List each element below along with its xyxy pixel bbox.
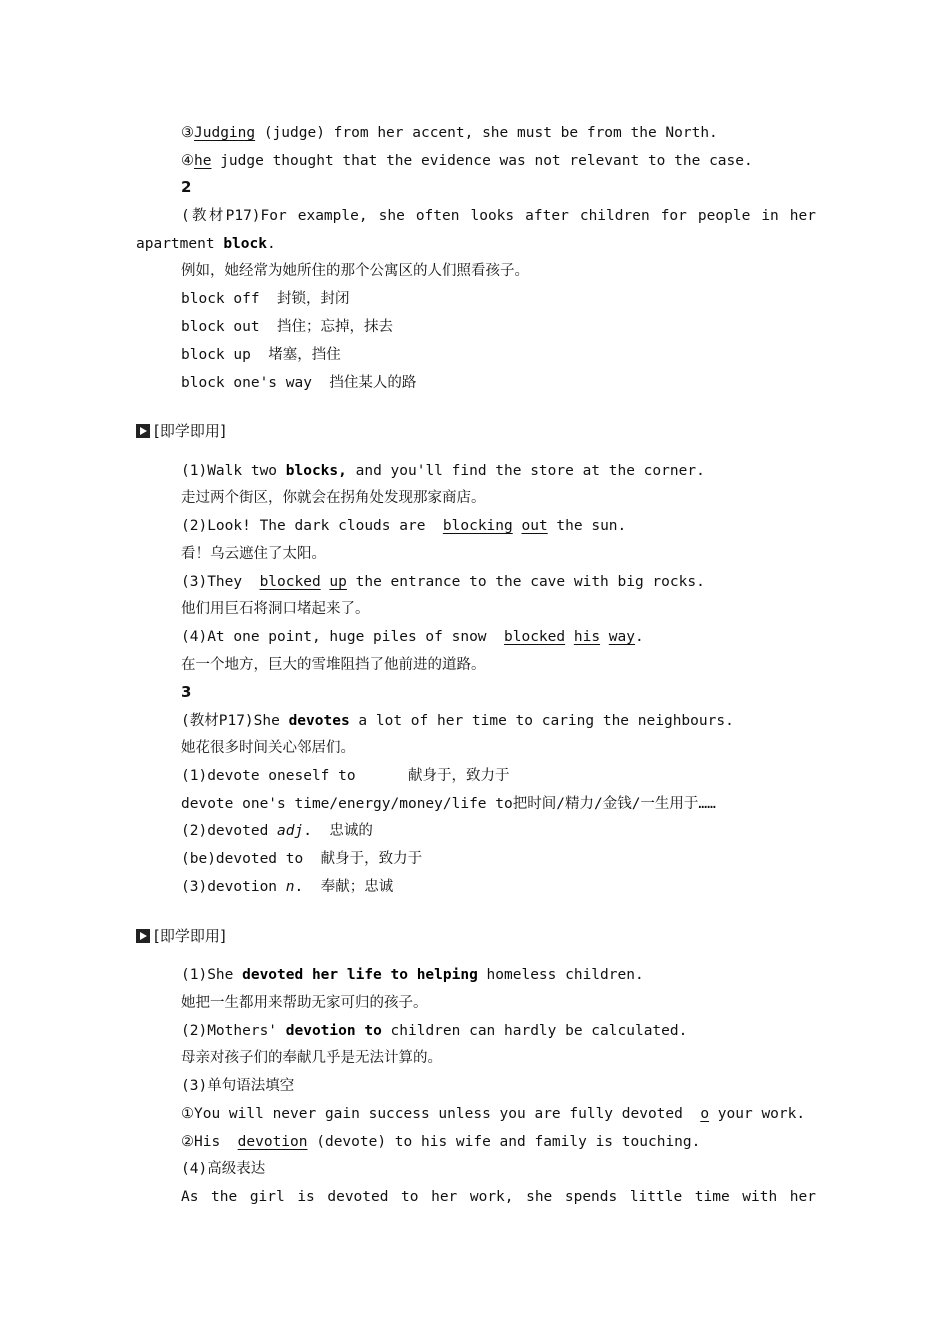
item-number: 3 xyxy=(181,683,192,701)
text-line: (2)devoted adj. 忠诚的 xyxy=(181,823,373,839)
answer-blank: o xyxy=(700,1106,710,1122)
text-line: block off 封锁，封闭 xyxy=(181,291,350,307)
text-line: 例如，她经常为她所住的那个公寓区的人们照看孩子。 xyxy=(181,263,529,279)
text-line: 她花很多时间关心邻居们。 xyxy=(181,740,355,756)
text-line: (4)高级表达 xyxy=(181,1161,266,1177)
text-line: (1)Walk two blocks, and you'll find the store at the corner. xyxy=(181,463,705,479)
text-line: (4)At one point, huge piles of snow blocked his way. xyxy=(181,629,644,645)
answer-blank: Judging xyxy=(194,125,256,141)
text-line: 母亲对孩子们的奉献几乎是无法计算的。 xyxy=(181,1050,442,1066)
text-line: block out 挡住；忘掉，抹去 xyxy=(181,319,394,335)
section-header: [即学即用] xyxy=(136,421,226,441)
section-header: [即学即用] xyxy=(136,926,226,946)
text-line: ②His devotion (devote) to his wife and family is touching. xyxy=(181,1134,701,1150)
answer-blank: devotion xyxy=(237,1134,308,1150)
text-line: ④he judge thought that the evidence was not relevant to the case. xyxy=(181,153,753,169)
answer-blank: he xyxy=(194,153,212,169)
text-line: (教材P17)She devotes a lot of her time to caring the neighbours. xyxy=(181,713,734,729)
text-line: devote one's time/energy/money/life to把时间/精力/金钱/一生用于…… xyxy=(181,796,716,812)
text-line: ①You will never gain success unless you are fully devoted o your work. xyxy=(181,1106,806,1122)
text-line: (1)She devoted her life to helping homeless children. xyxy=(181,967,644,983)
text-line: (教材P17)For example, she often looks after children for people in her xyxy=(181,208,816,224)
text-line: 她把一生都用来帮助无家可归的孩子。 xyxy=(181,995,428,1011)
text-line: 看！乌云遮住了太阳。 xyxy=(181,546,326,562)
text-line: (2)Look! The dark clouds are blocking out the sun. xyxy=(181,518,627,534)
text-line: (be)devoted to 献身于，致力于 xyxy=(181,851,423,867)
text-line: block up 堵塞，挡住 xyxy=(181,347,341,363)
text-line: (3)devotion n. 奉献；忠诚 xyxy=(181,879,394,895)
text-line: (2)Mothers' devotion to children can hardly be calculated. xyxy=(181,1023,688,1039)
play-triangle-icon xyxy=(136,929,152,943)
text-line: (3)They blocked up the entrance to the cave with big rocks. xyxy=(181,574,705,590)
text-line: block one's way 挡住某人的路 xyxy=(181,375,417,391)
play-triangle-icon xyxy=(136,424,152,438)
text-line: 在一个地方，巨大的雪堆阻挡了他前进的道路。 xyxy=(181,657,486,673)
text-line: ③Judging (judge) from her accent, she must be from the North. xyxy=(181,125,718,141)
text-line: 走过两个街区，你就会在拐角处发现那家商店。 xyxy=(181,490,486,506)
item-number: 2 xyxy=(181,178,192,196)
text-line: (1)devote oneself to 献身于，致力于 xyxy=(181,768,510,784)
text-line: apartment block. xyxy=(136,236,276,252)
text-line: 他们用巨石将洞口堵起来了。 xyxy=(181,601,370,617)
text-line: As the girl is devoted to her work, she spends little time with her xyxy=(181,1189,816,1205)
text-line: (3)单句语法填空 xyxy=(181,1078,295,1094)
